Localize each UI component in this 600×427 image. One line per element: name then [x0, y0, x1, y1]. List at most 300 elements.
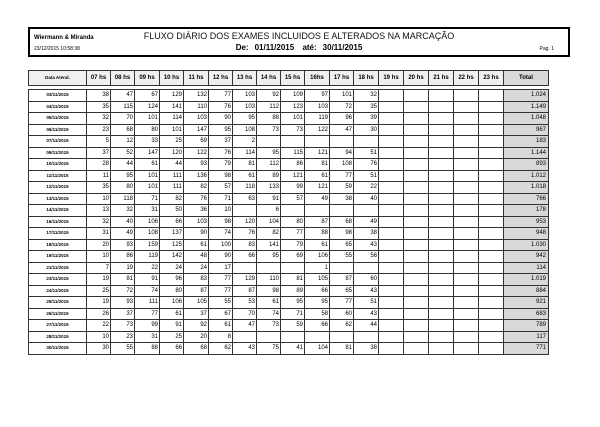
- hour-count-cell: [404, 262, 429, 274]
- hour-count-cell: [429, 274, 454, 286]
- hour-count-cell: 76: [209, 101, 233, 113]
- hour-count-cell: 10: [87, 331, 111, 343]
- hour-count-cell: 66: [305, 285, 330, 297]
- hour-count-cell: 129: [160, 90, 184, 102]
- hour-count-cell: 108: [135, 228, 160, 240]
- hour-count-cell: 93: [111, 297, 135, 309]
- hour-count-cell: [454, 170, 479, 182]
- hour-count-cell: [454, 297, 479, 309]
- hour-count-cell: 73: [111, 320, 135, 332]
- hour-count-cell: 53: [233, 297, 257, 309]
- hour-count-cell: 26: [87, 308, 111, 320]
- hour-count-cell: [454, 205, 479, 217]
- hour-count-cell: [454, 262, 479, 274]
- hour-count-cell: 35: [354, 101, 379, 113]
- hour-count-cell: 108: [330, 159, 354, 171]
- total-cell: 942: [504, 251, 549, 263]
- hour-count-cell: [379, 308, 404, 320]
- column-header-hour: 18 hs: [354, 71, 379, 86]
- table-row: [29, 343, 549, 355]
- column-header-hour: 22 hs: [454, 71, 479, 86]
- hour-count-cell: 47: [330, 124, 354, 136]
- hour-count-cell: [479, 262, 504, 274]
- hour-count-cell: 147: [135, 147, 160, 159]
- hour-count-cell: [454, 308, 479, 320]
- hour-count-cell: 39: [354, 113, 379, 125]
- hour-count-cell: 120: [233, 216, 257, 228]
- hour-count-cell: [257, 262, 281, 274]
- hour-count-cell: 114: [233, 147, 257, 159]
- hour-count-cell: [479, 239, 504, 251]
- hour-count-cell: [454, 101, 479, 113]
- hour-count-cell: 10: [87, 251, 111, 263]
- hour-count-cell: 20: [87, 239, 111, 251]
- hour-count-cell: [379, 90, 404, 102]
- hour-count-cell: [454, 274, 479, 286]
- hour-count-cell: 51: [354, 147, 379, 159]
- hour-count-cell: 13: [87, 205, 111, 217]
- hour-count-cell: 95: [281, 297, 305, 309]
- table-row: [29, 239, 549, 251]
- hour-count-cell: 24: [184, 262, 209, 274]
- hour-count-cell: 95: [233, 113, 257, 125]
- table-row: [29, 90, 549, 102]
- hour-count-cell: [404, 239, 429, 251]
- hour-count-cell: 93: [111, 239, 135, 251]
- hour-count-cell: 69: [281, 251, 305, 263]
- total-cell: 1.048: [504, 113, 549, 125]
- hour-count-cell: 19: [111, 262, 135, 274]
- hour-count-cell: [379, 182, 404, 194]
- hour-count-cell: 97: [305, 90, 330, 102]
- table-row: [29, 193, 549, 205]
- hour-count-cell: 82: [257, 228, 281, 240]
- report-period: [30, 43, 568, 52]
- hour-count-cell: 91: [135, 274, 160, 286]
- hour-count-cell: [379, 320, 404, 332]
- hour-count-cell: [354, 331, 379, 343]
- hour-count-cell: [479, 228, 504, 240]
- hour-count-cell: 123: [281, 101, 305, 113]
- hour-count-cell: 47: [111, 90, 135, 102]
- hour-count-cell: 71: [209, 193, 233, 205]
- hour-count-cell: 111: [160, 182, 184, 194]
- total-cell: 183: [504, 136, 549, 148]
- hour-count-cell: [379, 239, 404, 251]
- hour-count-cell: [404, 228, 429, 240]
- hour-count-cell: 11: [87, 170, 111, 182]
- total-cell: 953: [504, 216, 549, 228]
- hour-count-cell: [429, 285, 454, 297]
- hour-count-cell: 31: [135, 205, 160, 217]
- date-cell: 12/11/2015: [29, 182, 87, 194]
- hour-count-cell: 118: [111, 193, 135, 205]
- hour-count-cell: [454, 228, 479, 240]
- hour-count-cell: 137: [160, 228, 184, 240]
- hour-count-cell: [404, 308, 429, 320]
- hour-count-cell: 47: [233, 320, 257, 332]
- column-header-hour: 20 hs: [404, 71, 429, 86]
- total-cell: 1.012: [504, 170, 549, 182]
- table-row: [29, 170, 549, 182]
- hour-count-cell: [479, 90, 504, 102]
- hour-count-cell: [379, 251, 404, 263]
- hour-count-cell: [257, 136, 281, 148]
- hour-count-cell: 77: [330, 297, 354, 309]
- hour-count-cell: 19: [87, 274, 111, 286]
- hour-count-cell: 82: [184, 182, 209, 194]
- hour-count-cell: [404, 320, 429, 332]
- table-row: [29, 297, 549, 309]
- hour-count-cell: [479, 170, 504, 182]
- hour-count-cell: 40: [354, 193, 379, 205]
- hour-count-cell: 22: [87, 320, 111, 332]
- hour-count-cell: 51: [354, 297, 379, 309]
- report-title: FLUXO DIÁRIO DOS EXAMES INCLUIDOS E ALTERADOS NA MARCAÇÃO: [143, 31, 455, 41]
- hour-count-cell: 112: [257, 101, 281, 113]
- hour-count-cell: [233, 331, 257, 343]
- hour-count-cell: [479, 182, 504, 194]
- period-from-label: De:: [235, 43, 249, 52]
- date-cell: 28/11/2015: [29, 331, 87, 343]
- hour-count-cell: [404, 136, 429, 148]
- hour-count-cell: 61: [209, 320, 233, 332]
- hour-count-cell: 110: [184, 101, 209, 113]
- total-cell: 884: [504, 285, 549, 297]
- date-cell: 30/11/2015: [29, 343, 87, 355]
- hour-count-cell: 121: [305, 147, 330, 159]
- hour-count-cell: 77: [209, 90, 233, 102]
- hour-count-cell: 55: [330, 251, 354, 263]
- hour-count-cell: 119: [135, 251, 160, 263]
- company-name: Wiermann & Miranda: [34, 35, 94, 41]
- hour-count-cell: [379, 285, 404, 297]
- hour-count-cell: 77: [209, 274, 233, 286]
- hour-count-cell: 66: [160, 216, 184, 228]
- hour-count-cell: [454, 113, 479, 125]
- table-row: [29, 101, 549, 113]
- hour-count-cell: 49: [111, 228, 135, 240]
- total-cell: 893: [504, 159, 549, 171]
- hour-count-cell: [454, 147, 479, 159]
- date-cell: 27/11/2015: [29, 320, 87, 332]
- period-end-date: 30/11/2015: [322, 43, 363, 52]
- total-cell: 178: [504, 205, 549, 217]
- hour-count-cell: [479, 193, 504, 205]
- hour-count-cell: [429, 205, 454, 217]
- hour-count-cell: [379, 297, 404, 309]
- hour-count-cell: 73: [257, 124, 281, 136]
- hour-count-cell: 77: [330, 170, 354, 182]
- hour-count-cell: 7: [87, 262, 111, 274]
- hour-count-cell: 81: [281, 274, 305, 286]
- hour-count-cell: [404, 113, 429, 125]
- column-header-hour: 12 hs: [209, 71, 233, 86]
- total-cell: 771: [504, 343, 549, 355]
- total-cell: 1.019: [504, 274, 549, 286]
- column-header-hour: 14 hs: [257, 71, 281, 86]
- hour-count-cell: 61: [160, 308, 184, 320]
- hour-count-cell: 20: [184, 331, 209, 343]
- hour-count-cell: 89: [281, 285, 305, 297]
- hour-count-cell: [404, 193, 429, 205]
- hour-count-cell: 74: [135, 285, 160, 297]
- hour-count-cell: 88: [305, 228, 330, 240]
- hour-count-cell: 136: [184, 170, 209, 182]
- hour-count-cell: 92: [257, 90, 281, 102]
- hour-count-cell: 43: [354, 239, 379, 251]
- hour-count-cell: 73: [257, 320, 281, 332]
- hour-count-cell: 92: [184, 320, 209, 332]
- hour-count-cell: 104: [305, 343, 330, 355]
- total-cell: 921: [504, 297, 549, 309]
- total-cell: 1.030: [504, 239, 549, 251]
- hour-count-cell: 103: [184, 113, 209, 125]
- date-cell: 19/11/2015: [29, 251, 87, 263]
- hour-count-cell: [429, 239, 454, 251]
- hour-count-cell: 59: [330, 182, 354, 194]
- hour-count-cell: [479, 285, 504, 297]
- hour-count-cell: [454, 239, 479, 251]
- hour-count-cell: 141: [257, 239, 281, 251]
- hour-count-cell: [379, 193, 404, 205]
- hour-count-cell: [429, 297, 454, 309]
- date-cell: 23/11/2015: [29, 274, 87, 286]
- hour-count-cell: 67: [209, 308, 233, 320]
- table-row: [29, 274, 549, 286]
- hour-count-cell: 80: [111, 182, 135, 194]
- hour-count-cell: 61: [257, 297, 281, 309]
- hour-count-cell: 41: [281, 343, 305, 355]
- total-cell: 766: [504, 193, 549, 205]
- hour-count-cell: [429, 308, 454, 320]
- hour-count-cell: [330, 262, 354, 274]
- date-cell: 18/11/2015: [29, 239, 87, 251]
- date-cell: 24/11/2015: [29, 285, 87, 297]
- hour-count-cell: [305, 136, 330, 148]
- hour-count-cell: 79: [281, 239, 305, 251]
- hour-count-cell: 106: [305, 251, 330, 263]
- hour-count-cell: 90: [209, 251, 233, 263]
- hour-count-cell: 44: [354, 320, 379, 332]
- hour-count-cell: [454, 331, 479, 343]
- hour-count-cell: 98: [209, 216, 233, 228]
- hour-count-cell: 62: [330, 320, 354, 332]
- table-row: [29, 147, 549, 159]
- hour-count-cell: 115: [281, 147, 305, 159]
- table-header-row: [29, 71, 549, 86]
- column-header-hour: 08 hs: [111, 71, 135, 86]
- hour-count-cell: [454, 159, 479, 171]
- hour-count-cell: 57: [209, 182, 233, 194]
- date-cell: 06/11/2015: [29, 124, 87, 136]
- hour-count-cell: 61: [305, 170, 330, 182]
- date-cell: 09/11/2015: [29, 147, 87, 159]
- hour-count-cell: [379, 274, 404, 286]
- total-cell: 789: [504, 320, 549, 332]
- hour-count-cell: 103: [184, 216, 209, 228]
- hour-count-cell: 61: [233, 170, 257, 182]
- hour-count-cell: 38: [354, 228, 379, 240]
- hour-count-cell: 65: [330, 285, 354, 297]
- hour-count-cell: 91: [257, 193, 281, 205]
- column-header-date: Data Atend.: [29, 71, 87, 86]
- hour-count-cell: 121: [305, 182, 330, 194]
- hour-count-cell: [379, 262, 404, 274]
- hour-count-cell: 43: [233, 343, 257, 355]
- hour-count-cell: 28: [87, 159, 111, 171]
- hour-count-cell: [454, 90, 479, 102]
- hour-count-cell: [429, 113, 454, 125]
- hour-count-cell: 95: [305, 297, 330, 309]
- hour-count-cell: [479, 159, 504, 171]
- hour-count-cell: [404, 343, 429, 355]
- date-cell: 05/11/2015: [29, 113, 87, 125]
- hour-count-cell: 1: [305, 262, 330, 274]
- hour-count-cell: 101: [160, 124, 184, 136]
- hour-count-cell: 88: [257, 113, 281, 125]
- hour-count-cell: 40: [111, 216, 135, 228]
- hour-count-cell: 37: [184, 308, 209, 320]
- hour-count-cell: 43: [354, 285, 379, 297]
- hour-count-cell: [479, 205, 504, 217]
- hour-count-cell: 106: [135, 216, 160, 228]
- hour-count-cell: [429, 90, 454, 102]
- hour-count-cell: 103: [233, 90, 257, 102]
- hour-count-cell: [454, 320, 479, 332]
- table-row: [29, 285, 549, 297]
- hour-count-cell: 65: [330, 239, 354, 251]
- hour-count-cell: 70: [111, 113, 135, 125]
- hour-count-cell: [479, 343, 504, 355]
- date-cell: 03/11/2015: [29, 90, 87, 102]
- column-header-hour: 13 hs: [233, 71, 257, 86]
- hour-count-cell: 121: [281, 170, 305, 182]
- hour-count-cell: [404, 297, 429, 309]
- hour-count-cell: 110: [257, 274, 281, 286]
- hour-count-cell: [454, 193, 479, 205]
- hour-count-cell: 68: [111, 124, 135, 136]
- hour-count-cell: 49: [305, 193, 330, 205]
- total-cell: 967: [504, 124, 549, 136]
- column-header-hour: 11 hs: [184, 71, 209, 86]
- hour-count-cell: 66: [160, 343, 184, 355]
- hour-count-cell: [281, 205, 305, 217]
- table-row: [29, 216, 549, 228]
- hour-count-cell: 50: [160, 205, 184, 217]
- hour-count-cell: 141: [160, 101, 184, 113]
- table-row: [29, 124, 549, 136]
- hour-count-cell: 30: [87, 343, 111, 355]
- hour-count-cell: 59: [281, 320, 305, 332]
- hour-count-cell: [379, 216, 404, 228]
- hour-count-cell: 120: [160, 147, 184, 159]
- hour-count-cell: 118: [233, 182, 257, 194]
- hour-count-cell: 35: [87, 182, 111, 194]
- hour-count-cell: 51: [354, 170, 379, 182]
- hour-count-cell: 81: [305, 159, 330, 171]
- hour-count-cell: 90: [209, 113, 233, 125]
- hour-count-cell: [379, 343, 404, 355]
- column-header-hour: 16hs: [305, 71, 330, 86]
- date-cell: 11/11/2015: [29, 170, 87, 182]
- hour-count-cell: [454, 182, 479, 194]
- hour-count-cell: 76: [209, 147, 233, 159]
- hour-count-cell: [479, 308, 504, 320]
- hour-count-cell: 74: [257, 308, 281, 320]
- hour-count-cell: [429, 124, 454, 136]
- total-cell: 1.024: [504, 90, 549, 102]
- hour-count-cell: 8: [209, 331, 233, 343]
- hour-count-cell: 23: [111, 331, 135, 343]
- hour-count-cell: 30: [354, 124, 379, 136]
- hour-count-cell: [379, 124, 404, 136]
- hour-count-cell: 38: [330, 193, 354, 205]
- column-header-hour: 09 hs: [135, 71, 160, 86]
- hour-count-cell: 12: [111, 136, 135, 148]
- hour-count-cell: 68: [330, 216, 354, 228]
- column-header-hour: 10 hs: [160, 71, 184, 86]
- table-row: [29, 228, 549, 240]
- hour-count-cell: 101: [135, 182, 160, 194]
- hour-count-cell: 49: [354, 216, 379, 228]
- date-cell: 07/11/2015: [29, 136, 87, 148]
- hour-count-cell: 38: [354, 343, 379, 355]
- hour-count-cell: 32: [354, 90, 379, 102]
- hour-count-cell: [479, 297, 504, 309]
- hour-count-cell: 122: [305, 124, 330, 136]
- hour-count-cell: 52: [111, 147, 135, 159]
- hour-count-cell: 31: [135, 331, 160, 343]
- hour-count-cell: 10: [87, 193, 111, 205]
- hour-count-cell: 96: [330, 113, 354, 125]
- hour-count-cell: 90: [184, 228, 209, 240]
- hour-count-cell: [404, 170, 429, 182]
- hour-count-cell: 81: [111, 274, 135, 286]
- hour-count-cell: [429, 136, 454, 148]
- hour-count-cell: 74: [209, 228, 233, 240]
- hour-count-cell: 91: [160, 320, 184, 332]
- hour-count-cell: [404, 90, 429, 102]
- hour-count-cell: 61: [135, 159, 160, 171]
- hour-count-cell: 25: [160, 136, 184, 148]
- hour-count-cell: 89: [257, 170, 281, 182]
- hour-count-cell: 98: [257, 285, 281, 297]
- hour-count-cell: 129: [233, 274, 257, 286]
- hour-count-cell: 122: [184, 147, 209, 159]
- hour-count-cell: 44: [160, 159, 184, 171]
- hour-count-cell: [429, 320, 454, 332]
- hour-count-cell: 86: [281, 159, 305, 171]
- table-row: [29, 205, 549, 217]
- hour-count-cell: 67: [135, 90, 160, 102]
- hour-count-cell: 56: [354, 251, 379, 263]
- hour-count-cell: 114: [160, 113, 184, 125]
- hour-count-cell: 66: [305, 320, 330, 332]
- hour-count-cell: 87: [330, 274, 354, 286]
- hour-count-cell: 43: [354, 308, 379, 320]
- hour-count-cell: 111: [160, 170, 184, 182]
- hour-count-cell: 109: [281, 90, 305, 102]
- hour-count-cell: 83: [233, 239, 257, 251]
- column-header-hour: 21 hs: [429, 71, 454, 86]
- table-row: [29, 262, 549, 274]
- total-cell: 948: [504, 228, 549, 240]
- table-row: [29, 159, 549, 171]
- hour-count-cell: [305, 205, 330, 217]
- hour-count-cell: 55: [111, 343, 135, 355]
- hour-count-cell: [454, 124, 479, 136]
